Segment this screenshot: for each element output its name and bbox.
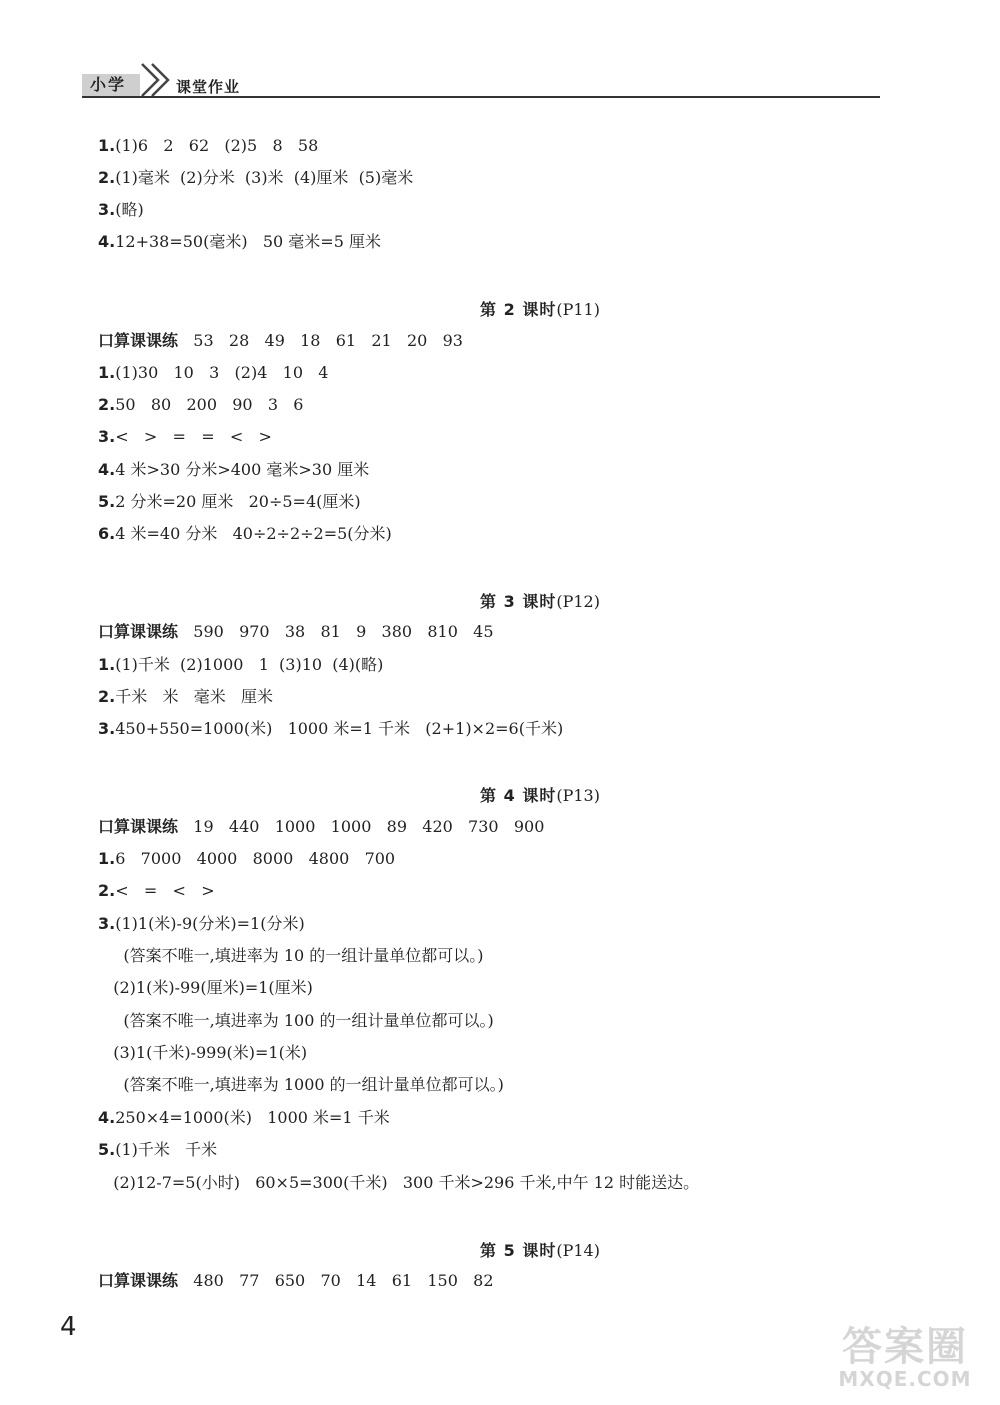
answer-line: (2)12-7=5(小时) 60×5=300(千米) 300 千米>296 千米,中午 12 时能送达。 <box>98 1173 700 1192</box>
watermark-bottom-text: MXQE.COM <box>838 1367 972 1391</box>
header-rule <box>82 96 880 98</box>
page-header <box>82 60 880 100</box>
answer-line: 4.250×4=1000(米) 1000 米=1 千米 <box>98 1108 390 1127</box>
oral-practice-line: 口算课课练 480 77 650 70 14 61 150 82 <box>98 1271 494 1290</box>
answer-line: 3.(略) <box>98 200 144 219</box>
answer-line: 1.(1)30 10 3 (2)4 10 4 <box>98 363 329 382</box>
answer-line: (2)1(米)-99(厘米)=1(厘米) <box>98 978 313 997</box>
header-title: 课堂作业 <box>176 78 241 96</box>
double-chevron-icon <box>134 60 174 98</box>
answer-line: (3)1(千米)-999(米)=1(米) <box>98 1043 308 1062</box>
answer-line: 4.12+38=50(毫米) 50 毫米=5 厘米 <box>98 232 381 251</box>
answer-line: 2.(1)毫米 (2)分米 (3)米 (4)厘米 (5)毫米 <box>98 168 414 187</box>
answer-line: 2.千米 米 毫米 厘米 <box>98 687 273 706</box>
answer-note: (答案不唯一,填进率为 100 的一组计量单位都可以。) <box>98 1011 494 1030</box>
answer-line: 2.< = < > <box>98 881 215 900</box>
section-heading: 第 3 课时(P12) <box>480 592 600 611</box>
answer-line: 5.(1)千米 千米 <box>98 1140 218 1159</box>
answer-note: (答案不唯一,填进率为 10 的一组计量单位都可以。) <box>98 946 484 965</box>
section-heading: 第 5 课时(P14) <box>480 1241 600 1260</box>
oral-practice-line: 口算课课练 19 440 1000 1000 89 420 730 900 <box>98 817 545 836</box>
answer-line: 3.450+550=1000(米) 1000 米=1 千米 (2+1)×2=6(千米) <box>98 719 564 738</box>
answer-line: 5.2 分米=20 厘米 20÷5=4(厘米) <box>98 492 361 511</box>
oral-practice-line: 口算课课练 53 28 49 18 61 21 20 93 <box>98 331 463 350</box>
answer-line: 2.50 80 200 90 3 6 <box>98 395 304 414</box>
answer-line: 6.4 米=40 分米 40÷2÷2÷2=5(分米) <box>98 524 392 543</box>
section-heading: 第 2 课时(P11) <box>480 300 600 319</box>
page-number: 4 <box>60 1312 77 1342</box>
answer-line: 1.(1)千米 (2)1000 1 (3)10 (4)(略) <box>98 655 384 674</box>
answer-line: 3.(1)1(米)-9(分米)=1(分米) <box>98 914 305 933</box>
oral-practice-line: 口算课课练 590 970 38 81 9 380 810 45 <box>98 622 494 641</box>
watermark-logo <box>820 1315 990 1395</box>
answer-line: 1.6 7000 4000 8000 4800 700 <box>98 849 396 868</box>
answer-line: 3.< > = = < > <box>98 427 272 446</box>
answer-line: 1.(1)6 2 62 (2)5 8 58 <box>98 136 319 155</box>
header-badge: 小学 <box>82 74 140 96</box>
answer-note: (答案不唯一,填进率为 1000 的一组计量单位都可以。) <box>98 1075 504 1094</box>
section-heading: 第 4 课时(P13) <box>480 786 600 805</box>
watermark-top-text: 答案圈 <box>842 1324 968 1370</box>
answer-line: 4.4 米>30 分米>400 毫米>30 厘米 <box>98 460 370 479</box>
